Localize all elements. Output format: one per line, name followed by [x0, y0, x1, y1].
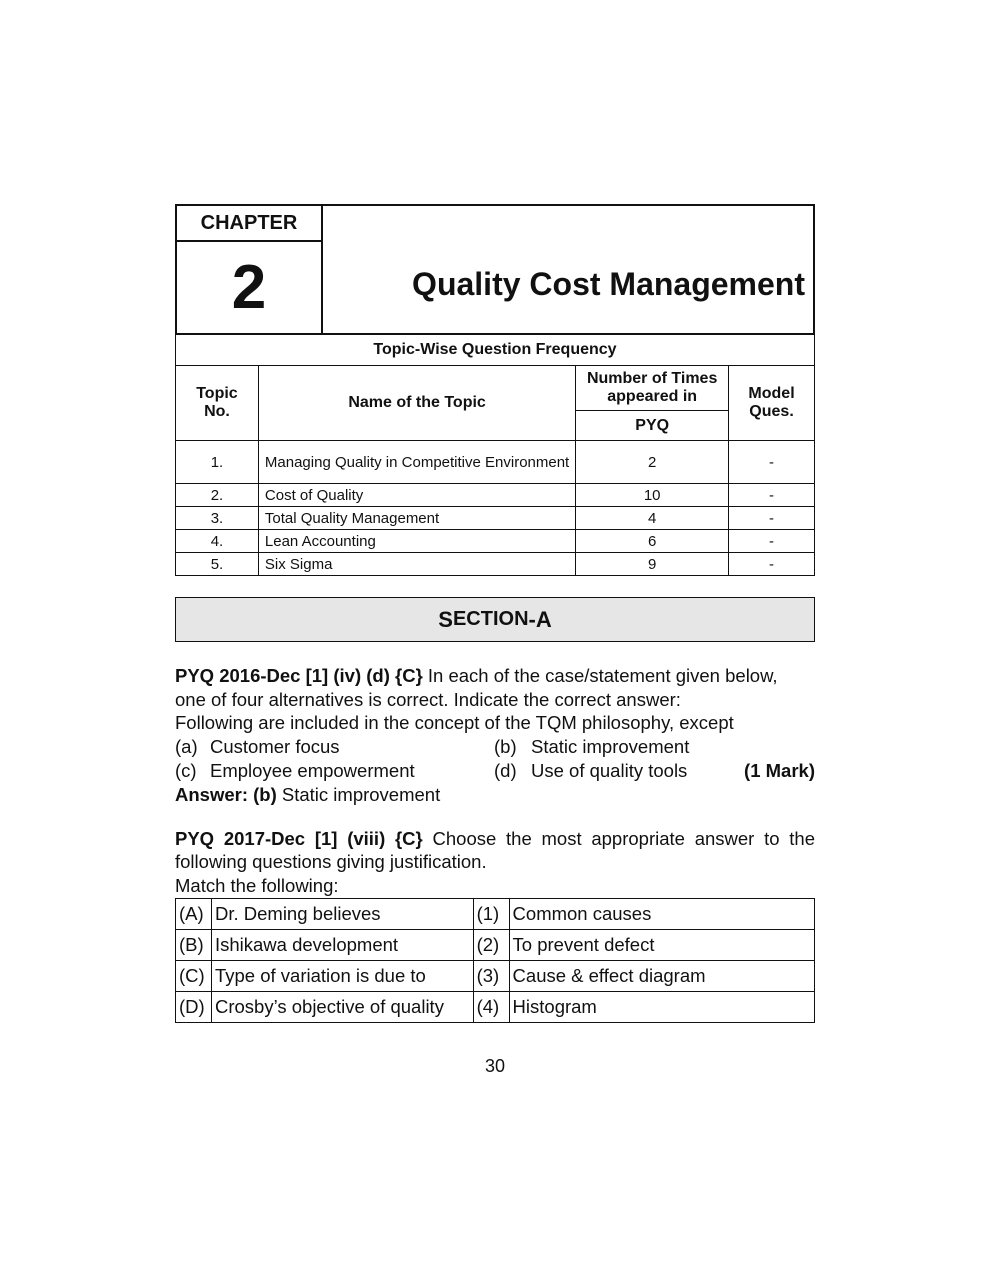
right-text: Histogram — [509, 992, 814, 1023]
model-count: - — [729, 507, 815, 530]
topic-no: 5. — [176, 553, 259, 576]
left-label: (A) — [176, 899, 212, 930]
answer-text: Static improvement — [276, 784, 441, 805]
pyq-count: 10 — [576, 484, 729, 507]
table-row — [176, 530, 815, 553]
option-text: Use of quality tools — [531, 760, 688, 781]
section-dash: - — [528, 606, 536, 632]
table-caption: Topic-Wise Question Frequency — [176, 335, 815, 366]
table-row — [176, 484, 815, 507]
left-label: (D) — [176, 992, 212, 1023]
left-label: (C) — [176, 961, 212, 992]
header-times-appeared: Number of Times appeared in — [576, 366, 729, 411]
left-text: Crosby’s objective of quality — [211, 992, 473, 1023]
q1-line2: one of four alternatives is correct. Indicate the correct answer: — [175, 689, 681, 710]
chapter-label: CHAPTER — [177, 206, 323, 242]
model-count: - — [729, 441, 815, 484]
pyq-count: 9 — [576, 553, 729, 576]
option-label: (c) — [175, 760, 197, 781]
model-count: - — [729, 484, 815, 507]
option-text: Static improvement — [531, 736, 690, 757]
section-initial: S — [438, 606, 453, 632]
left-text: Dr. Deming believes — [211, 899, 473, 930]
q2-line1 — [175, 827, 815, 851]
right-text: Cause & effect diagram — [509, 961, 814, 992]
right-label: (3) — [473, 961, 509, 992]
pyq-count: 4 — [576, 507, 729, 530]
left-label: (B) — [176, 930, 212, 961]
header-model-ques: Model Ques. — [729, 366, 815, 441]
option-label: (b) — [494, 736, 517, 757]
section-a-banner — [175, 597, 815, 642]
q1-answer — [175, 783, 815, 807]
chapter-title: Quality Cost Management — [412, 266, 805, 302]
answer-label: Answer: (b) — [175, 784, 277, 805]
header-topic-name: Name of the Topic — [258, 366, 575, 441]
option-text: Employee empowerment — [210, 760, 415, 781]
table-row — [176, 992, 815, 1023]
option-c — [175, 759, 415, 783]
topic-name: Total Quality Management — [258, 507, 575, 530]
table-row — [176, 441, 815, 484]
model-count: - — [729, 530, 815, 553]
table-row — [176, 899, 815, 930]
q1-line1-text: In each of the case/statement given below, — [422, 665, 778, 686]
topic-no: 2. — [176, 484, 259, 507]
option-label: (a) — [175, 736, 198, 757]
q1-reference: PYQ 2016-Dec [1] (iv) (d) {C} — [175, 665, 423, 686]
q2-reference: PYQ 2017-Dec [1] (viii) {C} — [175, 828, 423, 849]
header-topic-no: Topic No. — [176, 366, 259, 441]
left-text: Ishikawa development — [211, 930, 473, 961]
option-a — [175, 735, 340, 759]
header-pyq: PYQ — [576, 411, 729, 441]
match-table — [175, 898, 815, 1023]
section-rest: ECTION — [452, 608, 529, 630]
page-number: 30 — [484, 1056, 506, 1076]
q1-line1 — [175, 664, 815, 688]
topic-frequency-table — [175, 334, 815, 576]
table-row — [176, 507, 815, 530]
topic-name: Lean Accounting — [258, 530, 575, 553]
topic-no: 3. — [176, 507, 259, 530]
model-count: - — [729, 553, 815, 576]
marks-label: (1 Mark) — [744, 760, 815, 781]
topic-no: 4. — [176, 530, 259, 553]
topic-no: 1. — [176, 441, 259, 484]
chapter-number: 2 — [177, 242, 323, 333]
topic-name: Managing Quality in Competitive Environment — [258, 441, 575, 484]
section-letter: A — [535, 606, 552, 632]
right-label: (4) — [473, 992, 509, 1023]
right-label: (1) — [473, 899, 509, 930]
pyq-count: 2 — [576, 441, 729, 484]
pyq-count: 6 — [576, 530, 729, 553]
q2-line3: Match the following: — [175, 875, 339, 896]
topic-name: Six Sigma — [258, 553, 575, 576]
chapter-header — [175, 204, 815, 335]
right-text: To prevent defect — [509, 930, 814, 961]
option-label: (d) — [494, 760, 517, 781]
option-b — [494, 735, 690, 759]
q2-line1-text: Choose the most appropriate answer to the — [422, 828, 815, 849]
q2-line2: following questions giving justification. — [175, 851, 487, 872]
table-row — [176, 553, 815, 576]
q1-line3: Following are included in the concept of the TQM philosophy, except — [175, 712, 734, 733]
topic-name: Cost of Quality — [258, 484, 575, 507]
table-row — [176, 930, 815, 961]
table-row — [176, 961, 815, 992]
right-label: (2) — [473, 930, 509, 961]
right-text: Common causes — [509, 899, 814, 930]
option-text: Customer focus — [210, 736, 340, 757]
left-text: Type of variation is due to — [211, 961, 473, 992]
option-d — [494, 759, 688, 783]
